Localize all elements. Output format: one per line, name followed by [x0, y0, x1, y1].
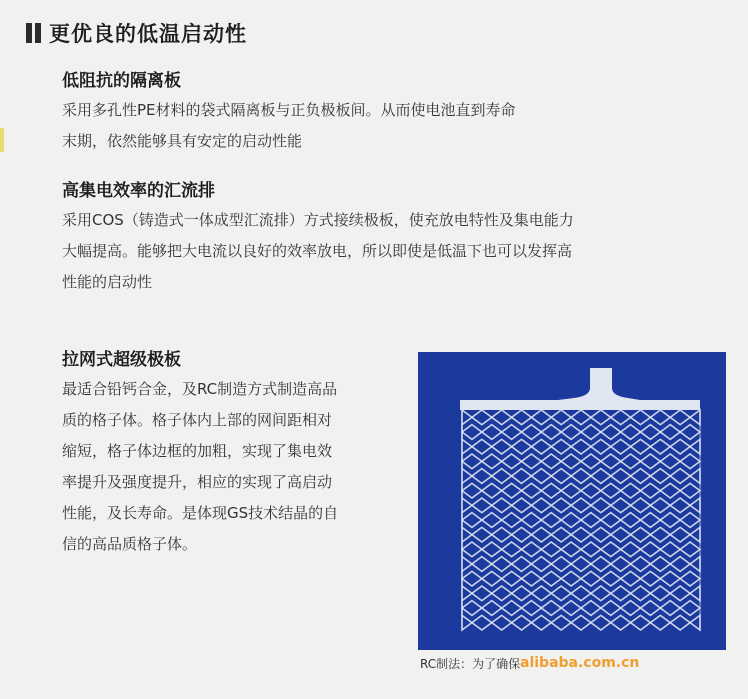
body-line: 缩短，格子体边框的加粗，实现了集电效 — [62, 442, 333, 460]
section-separator — [62, 66, 516, 157]
body-line: 采用多孔性PE材料的袋式隔离板与正负极板间。从而使电池直到寿命 — [62, 101, 516, 119]
section-body — [62, 205, 574, 298]
figure-caption: RC制法：为了确保 — [420, 657, 521, 671]
section-heading: 低阻抗的隔离板 — [62, 71, 181, 91]
title-bars-icon — [26, 23, 41, 43]
section-heading: 拉网式超级极板 — [62, 350, 181, 370]
plate-top-frame — [460, 400, 700, 410]
section-body — [62, 374, 412, 560]
body-line: 信的高品质格子体。 — [62, 535, 198, 553]
body-line: 最适合铅钙合金，及RC制造方式制造高品 — [62, 380, 338, 398]
body-line: 性能，及长寿命。是体现GS技术结晶的自 — [62, 504, 339, 522]
body-line: 采用COS（铸造式一体成型汇流排）方式接续极板，使充放电特性及集电能力 — [62, 211, 574, 229]
photo-background — [418, 352, 726, 650]
body-line: 性能的启动性 — [62, 273, 153, 291]
section-expanded-plate — [62, 345, 412, 560]
body-line: 大幅提高。能够把大电流以良好的效率放电，所以即使是低温下也可以发挥高 — [62, 242, 573, 260]
body-line: 率提升及强度提升，相应的实现了高启动 — [62, 473, 333, 491]
grid-plate-photo — [418, 352, 726, 650]
watermark-text: alibaba.com.cn — [520, 655, 640, 671]
grid-plate-illustration — [418, 352, 726, 650]
edge-accent-mark — [0, 128, 4, 152]
body-line: 末期，依然能够具有安定的启动性能 — [62, 132, 303, 150]
page-title: 更优良的低温启动性 — [49, 22, 247, 46]
section-busbar — [62, 176, 574, 298]
section-body — [62, 95, 516, 157]
body-line: 质的格子体。格子体内上部的网间距相对 — [62, 411, 333, 429]
section-heading: 高集电效率的汇流排 — [62, 181, 215, 201]
page-title-row — [26, 18, 247, 48]
